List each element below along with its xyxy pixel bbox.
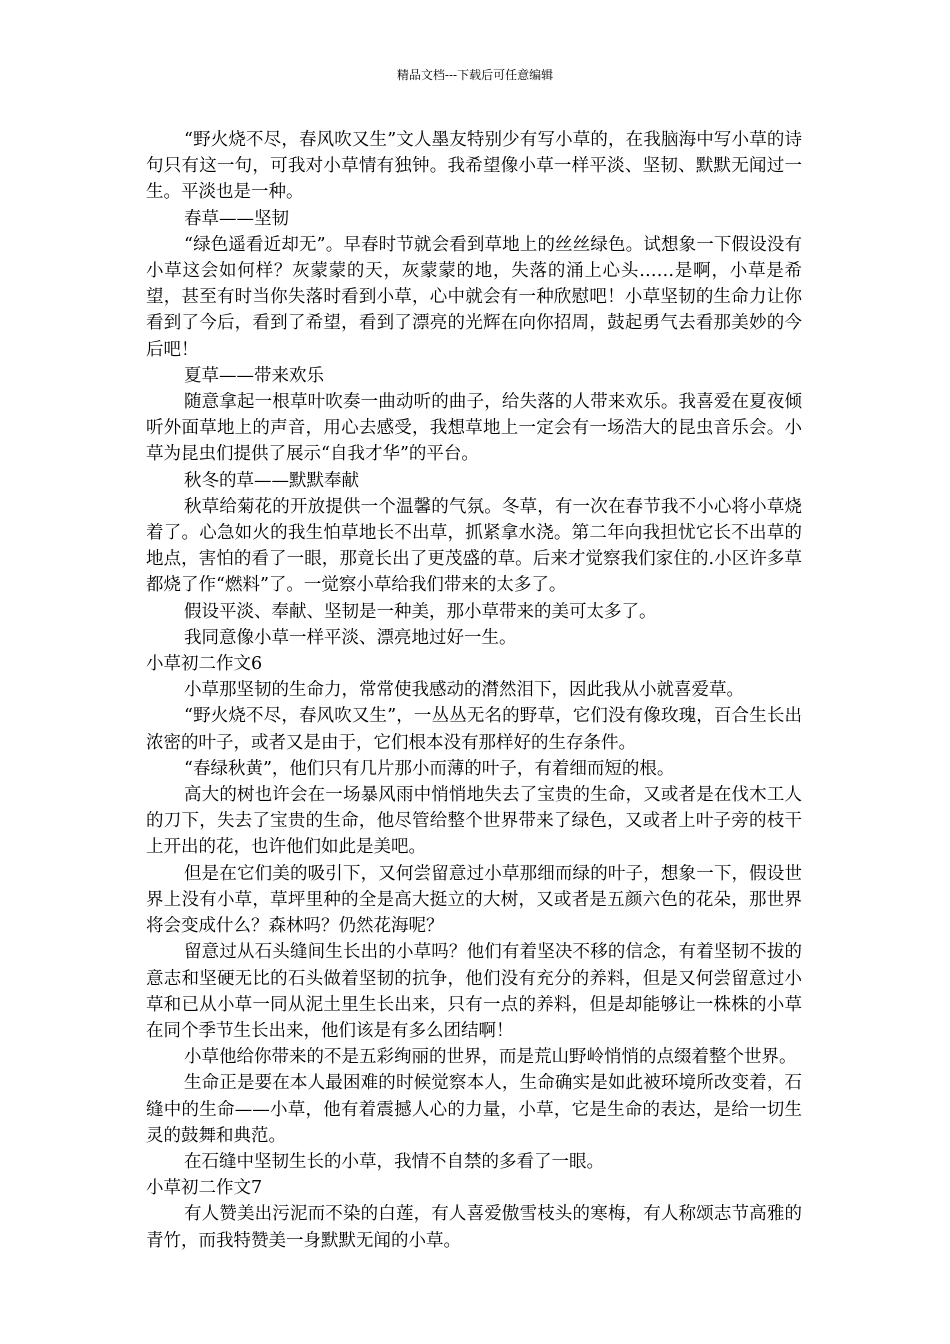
paragraph: 小草那坚韧的生命力，常常使我感动的潸然泪下，因此我从小就喜爱草。: [184, 680, 744, 701]
paragraph: 假设平淡、奉献、坚韧是一种美，那小草带来的美可太多了。: [184, 601, 657, 622]
paragraph: “绿色遥看近却无”。早春时节就会看到草地上的丝丝绿色。试想象一下假设没有小草这会如何样？灰蒙蒙的天，灰蒙蒙的地，失落的涌上心头……是啊，小草是希望，甚至有时当你失落时看到小草，心中就会有一种欣慰吧！小草坚韧的生命力让你看到了今后，看到了希望，看到了漂亮的光辉在向你招周，鼓起勇气去看那美妙的今后吧！: [146, 234, 802, 360]
paragraph: 小草他给你带来的不是五彩绚丽的世界，而是荒山野岭悄悄的点缀着整个世界。: [184, 1047, 797, 1068]
paragraph: 在石缝中坚韧生长的小草，我情不自禁的多看了一眼。: [184, 1151, 604, 1172]
paragraph: “野火烧不尽，春风吹又生”，一丛丛无名的野草，它们没有像玫瑰，百合生长出浓密的叶子，或者又是由于，它们根本没有那样好的生存条件。: [146, 706, 802, 753]
section-heading: 春草——坚韧: [184, 208, 289, 229]
paragraph: 秋草给菊花的开放提供一个温馨的气氛。冬草，有一次在春节我不小心将小草烧着了。心急如火的我生怕草地长不出草，抓紧拿水浇。第二年向我担忧它长不出草的地点，害怕的看了一眼，那竟长出了更茂盛的草。后来才觉察我们家住的.小区许多草都烧了作“燃料”了。一觉察小草给我们带来的太多了。: [146, 496, 802, 596]
paragraph: 有人赞美出污泥而不染的白莲，有人喜爱傲雪枝头的寒梅，有人称颂志节高雅的青竹，而我特赞美一身默默无闻的小草。: [146, 1204, 802, 1251]
section-heading: 夏草——带来欢乐: [184, 365, 324, 386]
paragraph: 但是在它们美的吸引下，又何尝留意过小草那细而绿的叶子，想象一下，假设世界上没有小草，草坪里种的全是高大挺立的大树，又或者是五颜六色的花朵，那世界将会变成什么？森林吗？仍然花海呢？: [146, 863, 802, 937]
paragraph: 随意拿起一根草叶吹奏一曲动听的曲子，给失落的人带来欢乐。我喜爱在夏夜倾听外面草地上的声音，用心去感受，我想草地上一定会有一场浩大的昆虫音乐会。小草为昆虫们提供了展示“自我才华”的平台。: [146, 392, 802, 465]
document-body: [146, 127, 802, 1254]
paragraph: 生命正是要在本人最困难的时候觉察本人，生命确实是如此被环境所改变着，石缝中的生命——小草，他有着震撼人心的力量，小草，它是生命的表达，是给一切生灵的鼓舞和典范。: [146, 1073, 802, 1146]
paragraph: 我同意像小草一样平淡、漂亮地过好一生。: [184, 627, 517, 648]
section-heading: 秋冬的草——默默奉献: [184, 470, 359, 491]
essay-title: 小草初二作文7: [146, 1178, 263, 1199]
essay-title: 小草初二作文6: [146, 654, 263, 675]
page-header: 精品文档---下载后可任意编辑: [396, 68, 554, 82]
paragraph: 高大的树也许会在一场暴风雨中悄悄地失去了宝贵的生命，又或者是在伐木工人的刀下，失去了宝贵的生命，他尽管给整个世界带来了绿色，又或者上叶子旁的枝干上开出的花，也许他们如此是美吧。: [146, 785, 802, 858]
paragraph: “春绿秋黄”，他们只有几片那小而薄的叶子，有着细而短的根。: [184, 758, 675, 779]
paragraph: “野火烧不尽，春风吹又生”文人墨友特别少有写小草的，在我脑海中写小草的诗句只有这一句，可我对小草情有独钟。我希望像小草一样平淡、坚韧、默默无闻过一生。平淡也是一种。: [146, 130, 802, 203]
paragraph: 留意过从石头缝间生长出的小草吗？他们有着坚决不移的信念，有着坚韧不拔的意志和坚硬无比的石头做着坚韧的抗争，他们没有充分的养料，但是又何尝留意过小草和已从小草一同从泥土里生长出来，只有一点的养料，但是却能够让一株株的小草在同个季节生长出来，他们该是有多么团结啊！: [146, 942, 802, 1041]
